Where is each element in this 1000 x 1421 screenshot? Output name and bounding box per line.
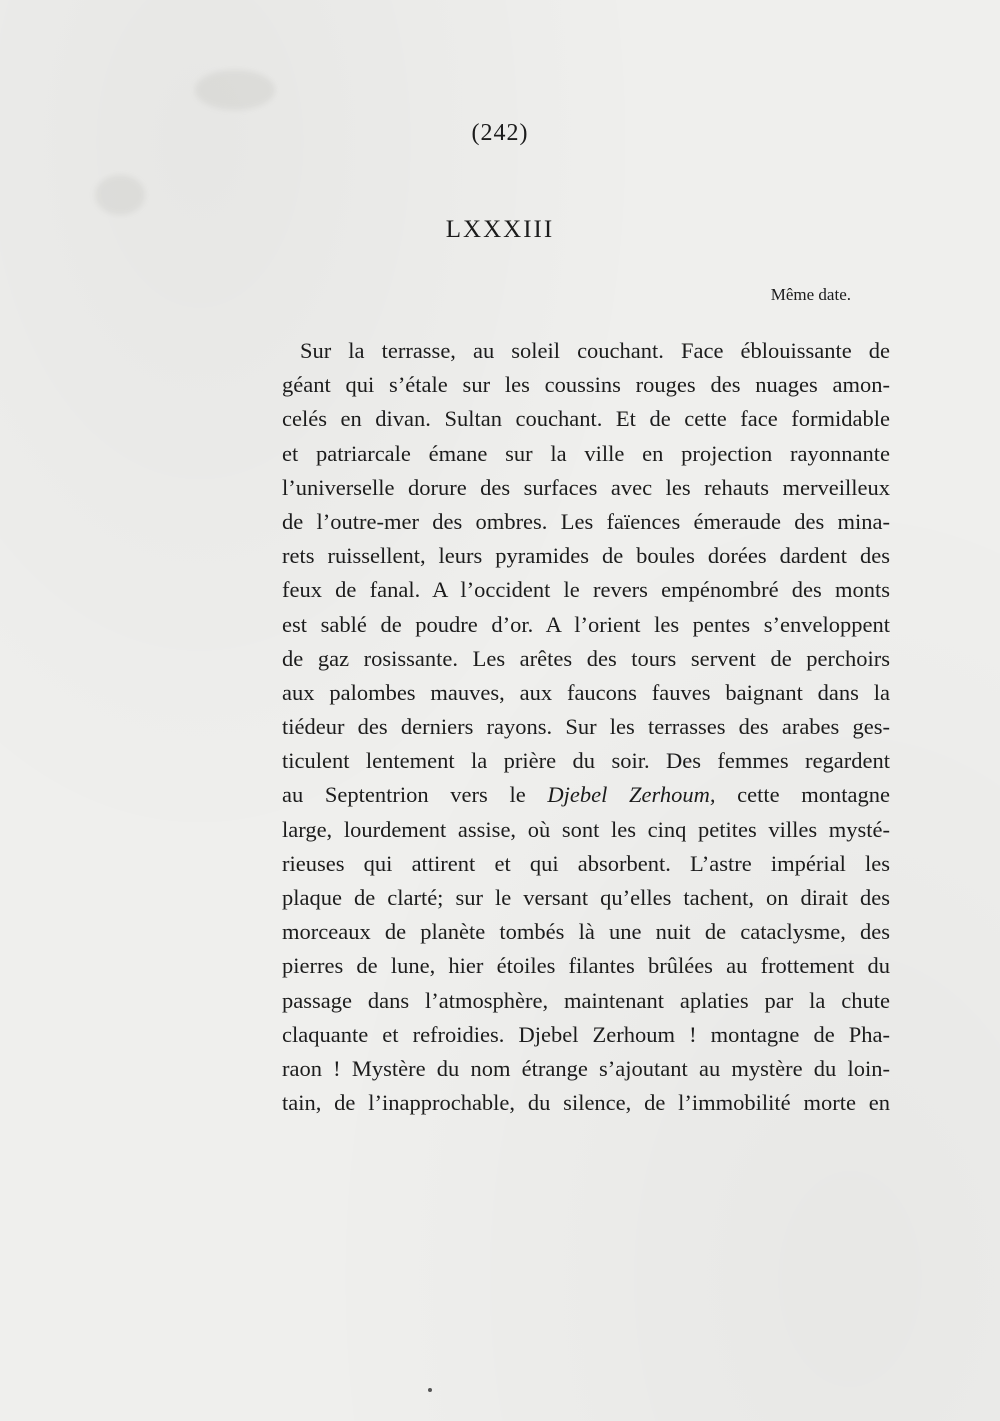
text-line: et patriarcale émane sur la ville en projection rayonnante (282, 440, 890, 466)
text-line: ticulent lentement la prière du soir. Des femmes regardent (282, 748, 890, 774)
text-line: de gaz rosissante. Les arêtes des tours servent de perchoirs (282, 645, 890, 671)
text-line: est sablé de poudre d’or. A l’orient les pentes s’enveloppent (282, 611, 890, 637)
text-line: claquante et refroidies. Djebel Zerhoum ! montagne de Pha- (282, 1021, 890, 1047)
text-line: tain, de l’inapprochable, du silence, de l’immobilité morte en (282, 1090, 890, 1116)
italic-place-name: Djebel Zerhoum, (547, 782, 716, 808)
text-run: au Septentrion vers le (282, 782, 548, 808)
text-line: celés en divan. Sultan couchant. Et de cette face formidable (282, 406, 890, 432)
text-line: raon ! Mystère du nom étrange s’ajoutant au mystère du loin- (282, 1055, 890, 1081)
text-line: Sur la terrasse, au soleil couchant. Face éblouissante de (300, 338, 890, 363)
paper-stain (95, 175, 145, 215)
text-line (282, 778, 890, 812)
text-line: de l’outre-mer des ombres. Les faïences émeraude des mina- (282, 508, 890, 534)
text-run: cette montagne (715, 782, 890, 808)
paper-stain (195, 70, 275, 110)
page-number: (242) (471, 120, 529, 146)
text-line: rieuses qui attirent et qui absorbent. L’astre impérial les (282, 850, 890, 876)
text-line: aux palombes mauves, aux faucons fauves baignant dans la (282, 679, 890, 705)
text-line: l’universelle dorure des surfaces avec les rehauts merveilleux (282, 474, 890, 500)
text-line: plaque de clarté; sur le versant qu’elles tachent, on dirait des (282, 885, 890, 910)
text-line: pierres de lune, hier étoiles filantes brûlées au frottement du (282, 953, 890, 979)
text-line: large, lourdement assise, où sont les cinq petites villes mysté- (282, 816, 890, 842)
text-line: passage dans l’atmosphère, maintenant aplaties par la chute (282, 987, 890, 1013)
body-paragraph (282, 334, 890, 1120)
paper-speck (428, 1388, 432, 1392)
text-line: morceaux de planète tombés là une nuit de cataclysme, des (282, 919, 890, 945)
text-line: rets ruissellent, leurs pyramides de boules dorées dardent des (282, 543, 890, 569)
text-line: tiédeur des derniers rayons. Sur les terrasses des arabes ges- (282, 714, 890, 740)
date-note: Même date. (770, 285, 851, 304)
chapter-title: LXXXIII (445, 216, 555, 243)
text-line: géant qui s’étale sur les coussins rouges des nuages amon- (282, 372, 890, 398)
text-line: feux de fanal. A l’occident le revers empénombré des monts (282, 577, 890, 603)
